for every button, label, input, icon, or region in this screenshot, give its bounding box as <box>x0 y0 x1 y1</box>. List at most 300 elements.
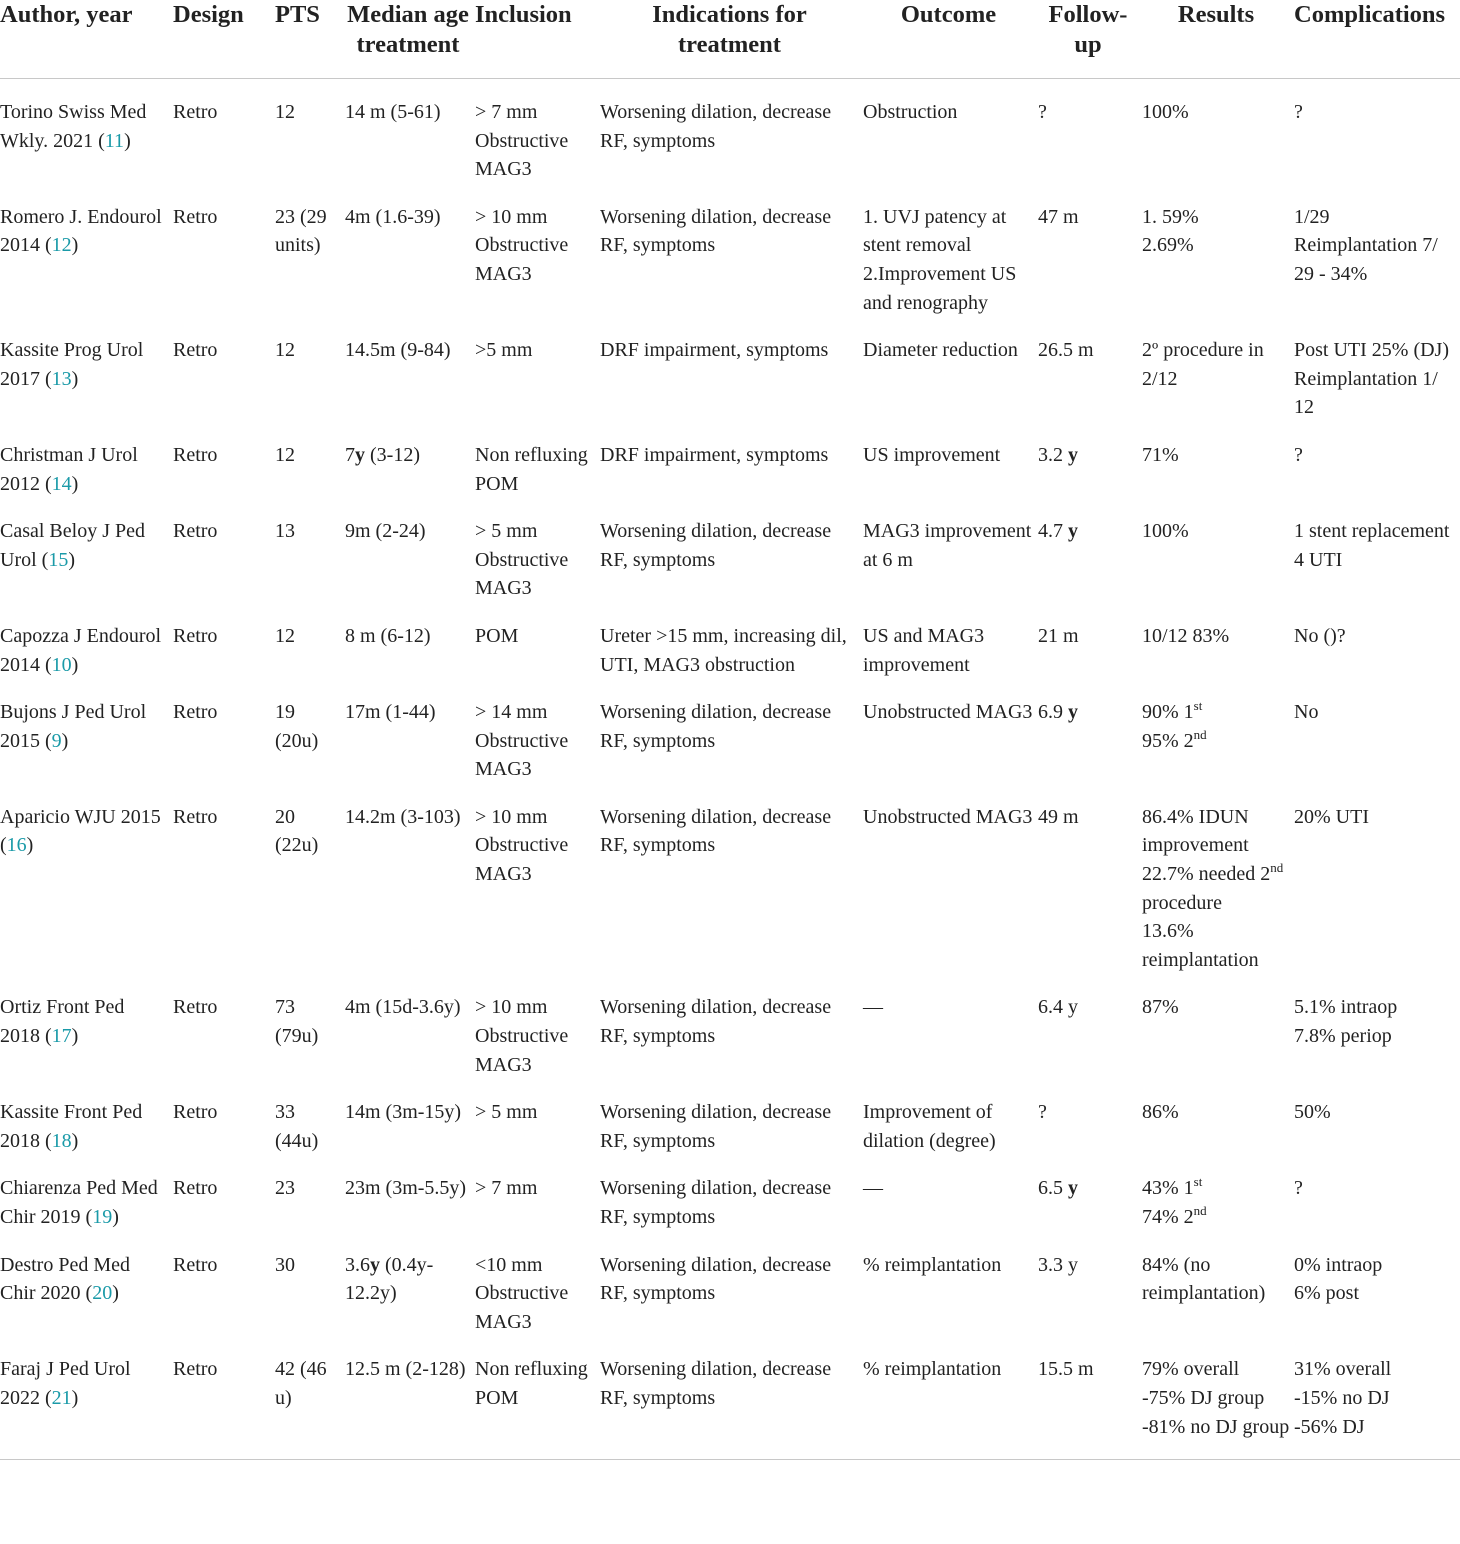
cell-indications <box>600 422 863 498</box>
cell-age <box>345 974 475 1079</box>
cell-pts-line: 12 <box>275 624 295 647</box>
cell-indications-line: DRF impairment, symptoms <box>600 443 829 466</box>
cell-complications-line: 5.1% intraop <box>1294 996 1398 1019</box>
cell-inclusion <box>475 422 600 498</box>
cell-complications <box>1294 974 1460 1079</box>
author-text: Torino Swiss Med Wkly. 2021 ( <box>0 101 147 152</box>
cell-outcome <box>863 784 1038 975</box>
cell-age <box>345 79 475 184</box>
reference-number: 10 <box>51 653 72 676</box>
results-line <box>1142 231 1290 260</box>
cell-outcome <box>863 1079 1038 1155</box>
cell-outcome <box>863 79 1038 184</box>
author-text: ) <box>71 367 79 390</box>
cell-inclusion-line: > 10 mm <box>475 805 548 828</box>
cell-followup <box>1038 422 1142 498</box>
cell-complications-line: 0% intraop <box>1294 1253 1383 1276</box>
header-indications: Indications for treatment <box>600 0 863 79</box>
cell-inclusion-line: > 7 mm <box>475 101 538 123</box>
table-row <box>0 784 1460 975</box>
cell-complications <box>1294 422 1460 498</box>
author-text: ) <box>68 548 75 571</box>
cell-inclusion-line: > 5 mm <box>475 520 538 543</box>
cell-complications <box>1294 1079 1460 1155</box>
results-text: 43% 1 <box>1142 1177 1194 1200</box>
cell-inclusion-line: Obstructive MAG3 <box>475 729 569 781</box>
results-ordinal: nd <box>1193 726 1207 742</box>
header-age: Median age treatment <box>345 0 475 79</box>
reference-number: 15 <box>48 548 69 571</box>
cell-pts <box>275 317 345 422</box>
age-text: 3.6 <box>345 1253 370 1276</box>
cell-age <box>345 603 475 679</box>
cell-complications-line: ? <box>1294 443 1303 466</box>
table-row <box>0 317 1460 422</box>
cell-complications <box>1294 1336 1460 1459</box>
cell-pts-line: 73 (79u) <box>275 996 319 1048</box>
cell-age <box>345 317 475 422</box>
results-ordinal: st <box>1193 1174 1203 1190</box>
author-text: ) <box>112 1282 119 1305</box>
author-text: Bujons J Ped Urol 2015 ( <box>0 701 147 752</box>
cell-complications-line: -15% no DJ <box>1294 1386 1390 1409</box>
cell-pts <box>275 1336 345 1459</box>
cell-pts <box>275 184 345 317</box>
cell-indications-line: Worsening dilation, decrease RF, symptoms <box>600 101 832 152</box>
cell-indications <box>600 974 863 1079</box>
cell-outcome-line: Improvement of dilation (degree) <box>863 1101 996 1152</box>
author-text: ) <box>71 472 79 495</box>
cell-outcome-line: Diameter reduction <box>863 339 1018 362</box>
author-text: Ortiz Front Ped 2018 ( <box>0 996 125 1048</box>
cell-inclusion <box>475 679 600 784</box>
age-unit: y <box>355 443 365 466</box>
cell-inclusion <box>475 603 600 679</box>
cell-indications <box>600 1155 863 1231</box>
followup-text: 49 m <box>1038 805 1079 828</box>
header-inclusion: Inclusion <box>475 0 600 79</box>
cell-inclusion-line: Obstructive MAG3 <box>475 1282 569 1333</box>
cell-pts <box>275 1155 345 1231</box>
table-row <box>0 498 1460 603</box>
cell-complications-line: -56% DJ <box>1294 1415 1365 1438</box>
cell-inclusion-line: POM <box>475 624 519 647</box>
cell-pts-line: 12 <box>275 443 295 466</box>
cell-inclusion-line: Non refluxing POM <box>475 443 588 495</box>
results-line <box>1142 860 1290 917</box>
cell-outcome <box>863 1232 1038 1337</box>
results-text: 95% 2 <box>1142 729 1194 752</box>
cell-design: Retro <box>173 339 218 362</box>
age-text: 17m (1-44) <box>345 701 436 724</box>
results-line <box>1142 441 1290 470</box>
cell-design: Retro <box>173 101 218 123</box>
results-line <box>1142 203 1290 232</box>
cell-indications <box>600 498 863 603</box>
cell-indications <box>600 1336 863 1459</box>
followup-text: 47 m <box>1038 205 1079 228</box>
cell-outcome <box>863 1155 1038 1231</box>
cell-outcome-line: Unobstructed MAG3 <box>863 701 1033 724</box>
cell-complications-line: 4 UTI <box>1294 548 1343 571</box>
cell-inclusion <box>475 1232 600 1337</box>
cell-author <box>0 498 173 603</box>
cell-complications <box>1294 603 1460 679</box>
author-text: Capozza J Endourol 2014 ( <box>0 624 162 676</box>
results-text: procedure <box>1142 891 1222 914</box>
reference-number: 20 <box>92 1282 113 1305</box>
author-text: ) <box>71 653 79 676</box>
cell-followup <box>1038 184 1142 317</box>
cell-outcome <box>863 422 1038 498</box>
cell-age <box>345 679 475 784</box>
cell-inclusion-line: > 5 mm <box>475 1101 538 1124</box>
cell-indications <box>600 1079 863 1155</box>
table-row <box>0 184 1460 317</box>
results-text: 1. 59% <box>1142 205 1199 228</box>
cell-results <box>1142 498 1294 603</box>
cell-inclusion-line: > 7 mm <box>475 1177 538 1200</box>
cell-author <box>0 784 173 975</box>
followup-text: 26.5 m <box>1038 339 1094 362</box>
cell-inclusion-line: Obstructive MAG3 <box>475 834 569 886</box>
followup-unit: y <box>1068 520 1078 543</box>
cell-complications <box>1294 79 1460 184</box>
cell-results <box>1142 1155 1294 1231</box>
cell-outcome-line: Obstruction <box>863 101 958 123</box>
cell-complications <box>1294 498 1460 603</box>
cell-pts-line: 23 (29 units) <box>275 205 327 257</box>
author-text: Chiarenza Ped Med Chir 2019 ( <box>0 1177 158 1228</box>
cell-design: Retro <box>173 1253 218 1276</box>
author-text: Destro Ped Med Chir 2020 ( <box>0 1253 130 1305</box>
cell-design: Retro <box>173 996 218 1019</box>
results-ordinal: nd <box>1193 1203 1207 1218</box>
header-results: Results <box>1142 0 1294 79</box>
results-text: -75% DJ group <box>1142 1386 1265 1409</box>
cell-inclusion-line: Obstructive MAG3 <box>475 234 569 285</box>
cell-complications-line: Post UTI 25% (DJ) <box>1294 339 1449 362</box>
cell-outcome <box>863 603 1038 679</box>
cell-indications <box>600 1232 863 1337</box>
cell-complications-line: Reimplantation 7/ 29 - 34% <box>1294 234 1438 285</box>
cell-age <box>345 422 475 498</box>
cell-followup <box>1038 603 1142 679</box>
reference-number: 21 <box>51 1386 72 1409</box>
cell-indications <box>600 79 863 184</box>
age-text: 8 m (6-12) <box>345 624 431 647</box>
cell-outcome <box>863 317 1038 422</box>
cell-indications-line: Worsening dilation, decrease RF, symptoms <box>600 1358 832 1409</box>
reference-number: 11 <box>104 129 125 152</box>
cell-outcome-line: 1. UVJ patency at stent removal <box>863 205 1007 257</box>
results-line <box>1142 698 1290 727</box>
cell-indications-line: Worsening dilation, decrease RF, symptoms <box>600 205 832 257</box>
cell-complications <box>1294 1155 1460 1231</box>
results-line <box>1142 622 1290 651</box>
cell-followup <box>1038 974 1142 1079</box>
author-text: ) <box>71 1386 79 1409</box>
cell-inclusion-line: Non refluxing POM <box>475 1358 588 1409</box>
cell-results <box>1142 1079 1294 1155</box>
results-text: 71% <box>1142 443 1179 466</box>
followup-unit: y <box>1068 443 1078 466</box>
cell-inclusion <box>475 1336 600 1459</box>
results-line <box>1142 1384 1290 1413</box>
cell-complications <box>1294 784 1460 975</box>
results-text: 13.6% reimplantation <box>1142 920 1259 971</box>
followup-text: 21 m <box>1038 624 1079 647</box>
cell-results <box>1142 679 1294 784</box>
results-text: 74% 2 <box>1142 1206 1194 1228</box>
results-text: 2.69% <box>1142 234 1194 257</box>
cell-outcome-line: MAG3 improvement at 6 m <box>863 520 1032 571</box>
cell-outcome <box>863 184 1038 317</box>
results-text: 100% <box>1142 520 1189 543</box>
cell-pts <box>275 679 345 784</box>
cell-indications <box>600 317 863 422</box>
cell-pts <box>275 784 345 975</box>
cell-outcome-line: US improvement <box>863 443 1001 466</box>
cell-followup <box>1038 317 1142 422</box>
reference-number: 9 <box>51 729 62 752</box>
cell-author <box>0 603 173 679</box>
cell-indications-line: Ureter >15 mm, increasing dil, UTI, MAG3 obstruction <box>600 624 847 676</box>
reference-number: 16 <box>6 834 27 857</box>
cell-results <box>1142 603 1294 679</box>
followup-unit: y <box>1068 701 1078 724</box>
results-text: 84% (no reimplantation) <box>1142 1253 1266 1305</box>
age-text: 14.2m (3-103) <box>345 805 461 828</box>
cell-inclusion <box>475 784 600 975</box>
cell-results <box>1142 317 1294 422</box>
cell-author <box>0 79 173 184</box>
cell-pts <box>275 422 345 498</box>
results-text: 87% <box>1142 996 1179 1019</box>
cell-results <box>1142 1336 1294 1459</box>
cell-complications <box>1294 1232 1460 1337</box>
cell-inclusion-line: Obstructive MAG3 <box>475 129 569 181</box>
cell-complications-line: 6% post <box>1294 1282 1359 1305</box>
cell-design: Retro <box>173 624 218 647</box>
age-text: 7 <box>345 443 355 466</box>
cell-inclusion-line: >5 mm <box>475 339 533 362</box>
header-followup: Follow-up <box>1038 0 1142 79</box>
author-text: Romero J. Endourol 2014 ( <box>0 205 162 257</box>
author-text: Christman J Urol 2012 ( <box>0 443 138 495</box>
cell-outcome-line: US and MAG3 improvement <box>863 624 985 676</box>
author-text: Aparicio WJU 2015 ( <box>0 805 161 857</box>
reference-number: 14 <box>51 472 72 495</box>
cell-design: Retro <box>173 520 218 543</box>
cell-inclusion-line: > 14 mm <box>475 701 548 724</box>
cell-inclusion-line: Obstructive MAG3 <box>475 548 569 600</box>
author-text: ) <box>71 234 79 257</box>
cell-author <box>0 1155 173 1231</box>
results-line <box>1142 993 1290 1022</box>
results-ordinal: st <box>1193 698 1203 714</box>
cell-followup <box>1038 784 1142 975</box>
cell-pts-line: 33 (44u) <box>275 1101 319 1152</box>
followup-text: ? <box>1038 101 1047 123</box>
results-text: 10/12 83% <box>1142 624 1230 647</box>
table-row <box>0 1155 1460 1231</box>
results-text: 2º procedure in 2/12 <box>1142 339 1264 390</box>
cell-pts-line: 12 <box>275 339 295 362</box>
followup-text: 4.7 <box>1038 520 1068 543</box>
cell-outcome-line: 2.Improvement US and renography <box>863 262 1017 314</box>
header-pts: PTS <box>275 0 345 79</box>
cell-author <box>0 1079 173 1155</box>
results-line <box>1142 336 1290 393</box>
cell-indications-line: Worsening dilation, decrease RF, symptoms <box>600 520 832 571</box>
cell-complications <box>1294 317 1460 422</box>
cell-complications-line: Reimplantation 1/ 12 <box>1294 367 1438 419</box>
results-text: 100% <box>1142 101 1189 123</box>
cell-design: Retro <box>173 701 218 724</box>
cell-pts <box>275 79 345 184</box>
results-text: 22.7% needed 2 <box>1142 863 1271 886</box>
results-line <box>1142 917 1290 974</box>
age-text: 23m (3m-5.5y) <box>345 1177 467 1200</box>
cell-followup <box>1038 1232 1142 1337</box>
cell-results <box>1142 784 1294 975</box>
cell-author <box>0 184 173 317</box>
author-text: ) <box>124 129 131 152</box>
cell-pts-line: 23 <box>275 1177 295 1200</box>
author-text: ) <box>112 1206 119 1228</box>
cell-pts <box>275 498 345 603</box>
cell-followup <box>1038 79 1142 184</box>
cell-indications-line: Worsening dilation, decrease RF, symptoms <box>600 996 832 1048</box>
cell-indications <box>600 679 863 784</box>
reference-number: 13 <box>51 367 72 390</box>
cell-design: Retro <box>173 443 218 466</box>
results-line <box>1142 1098 1290 1127</box>
table-row <box>0 974 1460 1079</box>
followup-unit: y <box>1068 1177 1078 1200</box>
cell-pts <box>275 1079 345 1155</box>
cell-pts-line: 30 <box>275 1253 295 1276</box>
age-text: 14 m (5-61) <box>345 101 441 123</box>
age-text: 4m (15d-3.6y) <box>345 996 461 1019</box>
cell-inclusion-line: <10 mm <box>475 1253 543 1276</box>
results-line <box>1142 727 1290 756</box>
cell-age <box>345 1079 475 1155</box>
cell-complications-line: No <box>1294 701 1319 724</box>
cell-followup <box>1038 1079 1142 1155</box>
cell-indications-line: DRF impairment, symptoms <box>600 339 829 362</box>
cell-complications-line: 31% overall <box>1294 1358 1392 1381</box>
results-line <box>1142 98 1290 127</box>
cell-pts <box>275 603 345 679</box>
cell-inclusion <box>475 317 600 422</box>
cell-author <box>0 422 173 498</box>
age-text: 14.5m (9-84) <box>345 339 451 362</box>
cell-outcome-line: — <box>863 996 883 1019</box>
cell-followup <box>1038 1155 1142 1231</box>
cell-inclusion <box>475 79 600 184</box>
results-text: 86.4% IDUN improvement <box>1142 805 1249 857</box>
followup-text: ? <box>1038 1101 1047 1124</box>
author-text: Casal Beloy J Ped Urol ( <box>0 520 145 571</box>
cell-complications-line: 7.8% periop <box>1294 1025 1392 1048</box>
cell-followup <box>1038 679 1142 784</box>
cell-design: Retro <box>173 805 218 828</box>
cell-pts <box>275 974 345 1079</box>
cell-results <box>1142 184 1294 317</box>
cell-complications-line: ? <box>1294 1177 1303 1200</box>
cell-design: Retro <box>173 1336 275 1459</box>
cell-age <box>345 784 475 975</box>
reference-number: 18 <box>51 1129 72 1152</box>
cell-complications-line: 1/29 <box>1294 205 1330 228</box>
author-text: ) <box>71 1025 79 1048</box>
age-text: (0.4y-12.2y) <box>345 1253 434 1305</box>
author-text: ) <box>61 729 69 752</box>
table-row <box>0 1079 1460 1155</box>
followup-text: 6.4 y <box>1038 996 1078 1019</box>
cell-inclusion-line: Obstructive MAG3 <box>475 1025 569 1076</box>
results-line <box>1142 1413 1290 1442</box>
cell-complications-line: ? <box>1294 101 1303 123</box>
cell-complications-line: 20% UTI <box>1294 805 1369 828</box>
author-text: ) <box>26 834 34 857</box>
cell-pts-line: 19 (20u) <box>275 701 319 752</box>
age-text: 4m (1.6-39) <box>345 205 441 228</box>
cell-results <box>1142 79 1294 184</box>
author-text: Kassite Front Ped 2018 ( <box>0 1101 143 1152</box>
cell-author <box>0 974 173 1079</box>
table-row <box>0 422 1460 498</box>
followup-text: 3.3 y <box>1038 1253 1078 1276</box>
results-text: -81% no DJ group <box>1142 1415 1290 1438</box>
cell-inclusion <box>475 184 600 317</box>
cell-complications-line: 50% <box>1294 1101 1331 1124</box>
header-row <box>0 0 1460 79</box>
cell-inclusion <box>475 1155 600 1231</box>
results-line <box>1142 803 1290 860</box>
age-text: (3-12) <box>365 443 420 466</box>
table-row <box>0 603 1460 679</box>
cell-age <box>345 1155 475 1231</box>
header-outcome: Outcome <box>863 0 1038 79</box>
cell-complications-line: No ()? <box>1294 624 1346 647</box>
header-design: Design <box>173 0 275 79</box>
followup-text: 6.9 <box>1038 701 1068 724</box>
results-line <box>1142 1174 1290 1203</box>
cell-indications-line: Worsening dilation, decrease RF, symptoms <box>600 1177 832 1228</box>
cell-inclusion <box>475 974 600 1079</box>
cell-author <box>0 1336 173 1459</box>
results-line <box>1142 517 1290 546</box>
cell-indications-line: Worsening dilation, decrease RF, symptoms <box>600 1253 832 1305</box>
cell-complications-line: 1 stent replacement <box>1294 520 1450 543</box>
cell-complications <box>1294 679 1460 784</box>
author-text: Kassite Prog Urol 2017 ( <box>0 339 144 390</box>
cell-author <box>0 317 173 422</box>
table-row <box>0 79 1460 184</box>
age-text: 14m (3m-15y) <box>345 1101 462 1124</box>
cell-design: Retro <box>173 1101 218 1124</box>
cell-results <box>1142 974 1294 1079</box>
author-text: ) <box>71 1129 79 1152</box>
cell-author <box>0 679 173 784</box>
cell-design: Retro <box>173 1177 218 1200</box>
results-text: 79% overall <box>1142 1358 1240 1381</box>
cell-followup <box>1038 498 1142 603</box>
results-line <box>1142 1251 1290 1308</box>
